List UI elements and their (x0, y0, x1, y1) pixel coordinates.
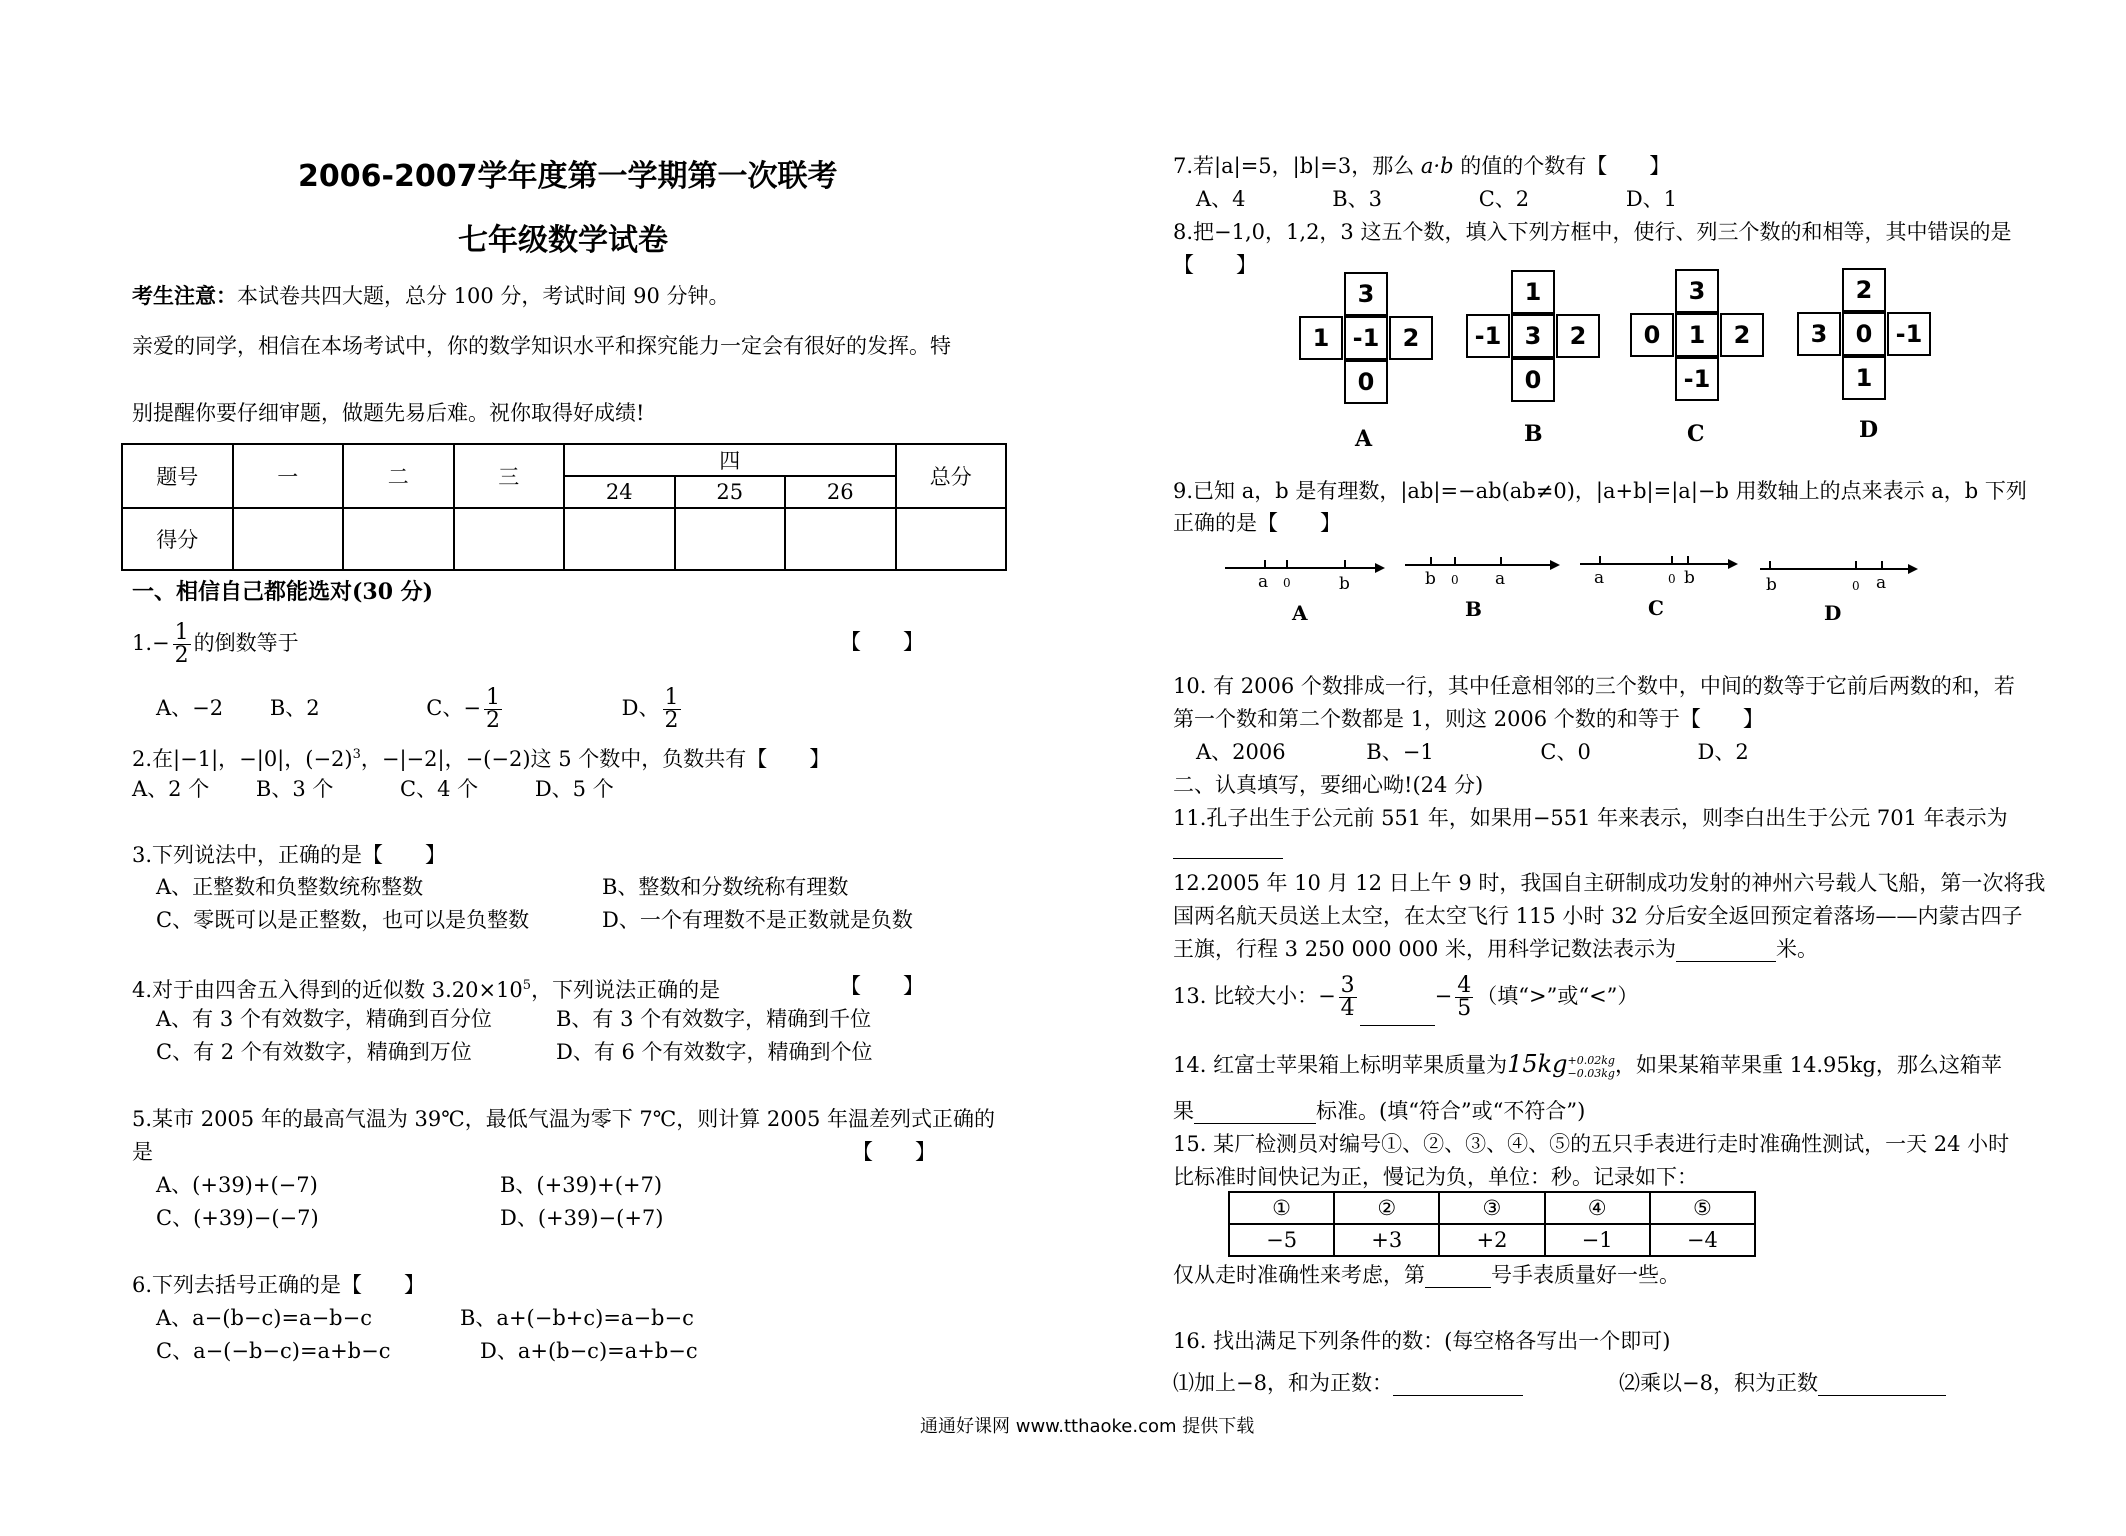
q16-part-2-blank[interactable] (1818, 1375, 1946, 1396)
q1-bracket[interactable]: 【 】 (840, 630, 924, 654)
q9-axis-b-mark-a: a (1495, 569, 1506, 589)
q16-stem: 16. 找出满足下列条件的数：(每空格各写出一个即可) (1173, 1329, 1671, 1353)
q14-line-2-b: 标准。(填“符合”或“不符合”) (1316, 1099, 1586, 1123)
q14-answer-blank[interactable] (1194, 1103, 1316, 1124)
q5-option-b[interactable]: B、(+39)+(+7) (500, 1173, 663, 1197)
q2-option-a[interactable]: A、2 个 (132, 777, 210, 801)
q8-figure-a-left: 1 (1299, 316, 1343, 360)
score-cell[interactable] (896, 508, 1007, 570)
q16-part-2-label: ⑵乘以−8，积为正数 (1619, 1371, 1818, 1395)
q9-axis-a-mark-b: b (1339, 574, 1350, 594)
q4-stem (132, 973, 720, 1003)
q5-option-c[interactable]: C、(+39)−(−7) (156, 1206, 319, 1230)
q8-figure-c-center: 1 (1675, 313, 1719, 357)
q8-figure-b-label: B (1524, 421, 1543, 447)
q12-line-3 (1173, 936, 1818, 962)
q8-figure-b-left: -1 (1466, 314, 1510, 358)
q9-axis-d-mark-b: b (1766, 575, 1777, 595)
q2-option-b[interactable]: B、3 个 (255, 777, 334, 801)
q14-base: 15kg (1507, 1050, 1568, 1078)
q15-value-5: −4 (1650, 1224, 1755, 1256)
q14-up: +0.02kg (1567, 1053, 1615, 1067)
q9-axis-b-mark-0: 0 (1451, 573, 1459, 587)
greeting-line-2: 别提醒你要仔细审题，做题先易后难。祝你取得好成绩! (132, 401, 645, 425)
greeting-line-1: 亲爱的同学，相信在本场考试中，你的数学知识水平和探究能力一定会有很好的发挥。特 (132, 334, 951, 358)
q3-option-d[interactable]: D、一个有理数不是正数就是负数 (602, 908, 913, 932)
q15-after-b: 号手表质量好一些。 (1491, 1263, 1680, 1287)
exam-subtitle: 七年级数学试卷 (458, 223, 668, 258)
q7-stem-b: 的值的个数有【 】 (1460, 154, 1671, 178)
score-cell[interactable] (454, 508, 565, 570)
q7-option-b[interactable]: B、3 (1332, 187, 1383, 211)
q13-num-2: 4 (1457, 973, 1472, 998)
q8-figure-c[interactable] (1630, 269, 1764, 429)
q9-axis-a[interactable] (1225, 556, 1385, 596)
score-table-header-1: 一 (233, 444, 344, 508)
q8-bracket[interactable]: 【 】 (1173, 253, 1257, 277)
q16-part-2 (1619, 1370, 1946, 1396)
q1-option-d-num: 1 (664, 685, 679, 710)
q4-stem-a: 4.对于由四舍五入得到的近似数 3.20×10 (132, 978, 523, 1002)
q1-stem (132, 613, 299, 673)
q1-den: 2 (174, 643, 189, 668)
q7-stem (1173, 153, 1670, 179)
q8-figure-b[interactable] (1466, 270, 1600, 430)
q5-option-d[interactable]: D、(+39)−(+7) (500, 1206, 664, 1230)
score-table-sub-25: 25 (675, 476, 786, 508)
q13-mid: − (1434, 984, 1453, 1008)
q1-option-d-prefix: D、 (621, 696, 660, 720)
q15-header-1: ① (1229, 1192, 1334, 1224)
q2-option-d[interactable]: D、5 个 (534, 777, 614, 801)
q2-stem-sup: 3 (352, 747, 361, 762)
q8-figure-b-right: 2 (1556, 314, 1600, 358)
q2-option-c[interactable]: C、4 个 (400, 777, 479, 801)
q8-figure-d-bottom: 1 (1842, 356, 1886, 400)
q15-after-a: 仅从走时准确性来考虑，第 (1173, 1263, 1425, 1287)
q15-line-2: 比标准时间快记为正，慢记为负，单位：秒。记录如下： (1173, 1165, 1698, 1189)
q13-fraction-2 (1455, 975, 1473, 1020)
q16-part-1-label: ⑴加上−8，和为正数： (1173, 1371, 1393, 1395)
q7-options (1196, 186, 1677, 212)
q13-prefix: 13. 比较大小：− (1173, 984, 1336, 1008)
q6-option-d[interactable]: D、a+(b−c)=a+b−c (480, 1339, 698, 1363)
q9-axis-a-line (1225, 556, 1385, 574)
q5-stem-2: 是 (132, 1140, 153, 1164)
q10-option-d[interactable]: D、2 (1697, 740, 1749, 764)
notice (132, 283, 730, 309)
q15-header-4: ④ (1545, 1192, 1650, 1224)
q1-option-c-fraction (484, 687, 502, 732)
q7-stem-a: 7.若|a|=5，|b|=3，那么 (1173, 154, 1415, 178)
q14-stem (1173, 1044, 2002, 1085)
q9-axis-a-mark-0: 0 (1283, 576, 1291, 590)
q9-axis-b-mark-b: b (1425, 569, 1436, 589)
q8-figure-c-right: 2 (1720, 313, 1764, 357)
q8-figure-d-right: -1 (1887, 312, 1931, 356)
q9-axis-c-mark-a: a (1594, 568, 1605, 588)
q14-down: −0.03kg (1567, 1066, 1615, 1080)
q9-axis-c-mark-b: b (1684, 568, 1695, 588)
q7-option-c[interactable]: C、2 (1478, 187, 1530, 211)
q1-option-d-fraction (663, 687, 681, 732)
q4-stem-b: ，下列说法正确的是 (531, 978, 721, 1002)
notice-label: 考生注意： (132, 283, 237, 308)
q9-axis-c-label: C (1648, 596, 1664, 620)
q9-stem-2: 正确的是【 】 (1173, 511, 1341, 535)
q9-axis-b-label: B (1465, 597, 1482, 621)
q14-tolerance (1568, 1054, 1615, 1080)
q2-options (132, 776, 614, 802)
q6-stem: 6.下列去括号正确的是【 】 (132, 1273, 426, 1297)
section1-heading: 一、相信自己都能选对(30 分) (132, 579, 434, 605)
exam-title: 2006-2007学年度第一学期第一次联考 (298, 159, 838, 194)
section2-heading: 二、认真填写，要细心呦!(24 分) (1173, 773, 1484, 797)
q1-option-c-den: 2 (485, 708, 500, 733)
q3-option-c[interactable]: C、零既可以是正整数，也可以是负整数 (156, 908, 530, 932)
q5-stem: 5.某市 2005 年的最高气温为 39℃，最低气温为零下 7℃，则计算 2005 年温差列式正确的 (132, 1107, 996, 1131)
score-table-header-3: 三 (454, 444, 565, 508)
q8-figure-c-label: C (1687, 421, 1705, 447)
q13-den-1: 4 (1340, 996, 1355, 1021)
q7-option-a[interactable]: A、4 (1196, 187, 1246, 211)
q10-stem-2: 第一个数和第二个数都是 1，则这 2006 个数的和等于【 】 (1173, 707, 1764, 731)
q9-axis-d-mark-a: a (1876, 573, 1887, 593)
q12-line-3-a: 王旗，行程 3 250 000 000 米，用科学记数法表示为 (1173, 937, 1676, 961)
score-cell[interactable] (343, 508, 454, 570)
q13-stem (1173, 966, 1638, 1026)
q4-stem-sup: 5 (522, 978, 532, 993)
q15-header-2: ② (1334, 1192, 1439, 1224)
q8-figure-c-top: 3 (1675, 269, 1719, 313)
q8-figure-d-top: 2 (1842, 268, 1886, 312)
q14-suffix: ，如果某箱苹果重 14.95kg，那么这箱苹 (1614, 1053, 2002, 1077)
q15-after (1173, 1262, 1680, 1288)
q8-figure-d-center: 0 (1842, 312, 1886, 356)
q4-option-a[interactable]: A、有 3 个有效数字，精确到百分位 (156, 1007, 492, 1031)
q14-prefix: 14. 红富士苹果箱上标明苹果质量为 (1173, 1053, 1508, 1077)
q12-line-1: 12.2005 年 10 月 12 日上午 9 时，我国自主研制成功发射的神州六号载人飞船，第一次将我 (1173, 871, 2046, 895)
q4-option-b[interactable]: B、有 3 个有效数字，精确到千位 (556, 1007, 872, 1031)
q13-suffix: （填“>”或“<”） (1476, 984, 1639, 1008)
q8-figure-c-left: 0 (1630, 313, 1674, 357)
q10-option-b[interactable]: B、−1 (1366, 740, 1434, 764)
q9-axis-a-mark-a: a (1258, 572, 1269, 592)
q8-figure-d-left: 3 (1797, 312, 1841, 356)
q8-figure-b-center: 3 (1511, 314, 1555, 358)
q1-suffix: 的倒数等于 (193, 631, 299, 655)
q16-part-1-blank[interactable] (1393, 1375, 1523, 1396)
q15-value-1: −5 (1229, 1224, 1334, 1256)
q9-axis-d-line (1760, 557, 1918, 575)
q2-stem-b: ，−|−2|，−(−2)这 5 个数中，负数共有【 】 (360, 747, 831, 771)
q1-option-d-den: 2 (664, 708, 679, 733)
q14-line-2 (1173, 1098, 1585, 1124)
q8-figure-b-bottom: 0 (1511, 358, 1555, 402)
q15-header-3: ③ (1439, 1192, 1544, 1224)
q9-axis-d[interactable] (1760, 557, 1918, 597)
q8-stem: 8.把−1,0，1,2，3 这五个数，填入下列方框中，使行、列三个数的和相等，其中错误的是 (1173, 220, 2012, 244)
q13-num-1: 3 (1340, 973, 1355, 998)
q3-option-a[interactable]: A、正整数和负整数统称整数 (156, 875, 424, 899)
q6-option-a[interactable]: A、a−(b−c)=a−b−c (156, 1306, 372, 1330)
q8-figure-b-top: 1 (1511, 270, 1555, 314)
q8-figure-a-center: -1 (1344, 316, 1388, 360)
q1-option-a[interactable]: A、−2 (156, 696, 224, 720)
q13-answer-blank[interactable] (1360, 1005, 1435, 1026)
score-table-sub-26: 26 (785, 476, 896, 508)
q15-value-4: −1 (1545, 1224, 1650, 1256)
q15-table (1228, 1191, 1756, 1257)
q9-axis-c[interactable] (1580, 552, 1738, 592)
q1-num: 1 (174, 620, 189, 645)
q4-option-d[interactable]: D、有 6 个有效数字，精确到个位 (556, 1040, 873, 1064)
q1-option-c[interactable] (426, 685, 505, 733)
q1-prefix: 1.− (132, 631, 170, 655)
notice-text: 本试卷共四大题，总分 100 分，考试时间 90 分钟。 (237, 284, 730, 308)
q6-option-b[interactable]: B、a+(−b+c)=a−b−c (460, 1306, 694, 1330)
q1-fraction (173, 622, 191, 667)
q2-stem-a: 2.在|−1|，−|0|，(−2) (132, 747, 353, 771)
footer-text: 通通好课网 www.tthaoke.com 提供下载 (920, 1416, 1255, 1437)
q9-axis-a-label: A (1292, 601, 1308, 625)
score-table-header-total: 总分 (896, 444, 1007, 508)
q1-option-c-prefix: C、− (426, 696, 481, 720)
q1-option-d[interactable] (621, 685, 684, 733)
q10-stem: 10. 有 2006 个数排成一行，其中任意相邻的三个数中，中间的数等于它前后两数的和，若 (1173, 674, 2015, 698)
q8-figure-a-top: 3 (1344, 272, 1388, 316)
q9-axis-d-mark-0: 0 (1852, 579, 1860, 593)
q15-value-3: +2 (1439, 1224, 1544, 1256)
score-cell[interactable] (564, 508, 675, 570)
q5-bracket[interactable]: 【 】 (852, 1140, 936, 1164)
q8-figure-c-bottom: -1 (1675, 357, 1719, 401)
q15-answer-blank[interactable] (1425, 1267, 1491, 1288)
q7-option-d[interactable]: D、1 (1625, 187, 1678, 211)
q1-option-b[interactable]: B、2 (269, 696, 320, 720)
q9-axis-c-mark-0: 0 (1668, 572, 1676, 586)
q10-options (1196, 739, 1749, 765)
q6-option-c[interactable]: C、a−(−b−c)=a+b−c (156, 1339, 391, 1363)
q11-stem: 11.孔子出生于公元前 551 年，如果用−551 年来表示，则李白出生于公元 701 年表示为 (1173, 806, 2008, 830)
q12-answer-blank[interactable] (1676, 941, 1776, 962)
q15-line-1: 15. 某厂检测员对编号①、②、③、④、⑤的五只手表进行走时准确性测试，一天 24 小时 (1173, 1132, 2010, 1156)
q12-line-2: 国两名航天员送上太空，在太空飞行 115 小时 32 分后安全返回预定着落场——内蒙古四子 (1173, 904, 2023, 928)
q8-figure-a[interactable] (1299, 272, 1433, 432)
score-cell[interactable] (233, 508, 344, 570)
q7-stem-math: a·b (1420, 154, 1454, 178)
q4-option-c[interactable]: C、有 2 个有效数字，精确到万位 (156, 1040, 472, 1064)
q3-option-b[interactable]: B、整数和分数统称有理数 (602, 875, 849, 899)
q16-part-1 (1173, 1370, 1523, 1396)
score-cell[interactable] (675, 508, 786, 570)
q15-header-5: ⑤ (1650, 1192, 1755, 1224)
score-table-row-label: 得分 (122, 508, 233, 570)
score-table-header-4: 四 (564, 444, 896, 476)
q8-figure-d[interactable] (1797, 268, 1931, 428)
q3-stem: 3.下列说法中，正确的是【 】 (132, 843, 447, 867)
q14-line-2-a: 果 (1173, 1099, 1194, 1123)
score-table-header-question: 题号 (122, 444, 233, 508)
score-table (121, 443, 1007, 571)
q9-axis-d-label: D (1824, 601, 1842, 625)
q8-figure-a-label: A (1355, 426, 1373, 452)
q13-den-2: 5 (1457, 996, 1472, 1021)
q4-bracket[interactable]: 【 】 (840, 974, 924, 998)
q9-stem: 9.已知 a，b 是有理数，|ab|=−ab(ab≠0)，|a+b|=|a|−b 用数轴上的点来表示 a，b 下列 (1173, 479, 2027, 503)
score-table-sub-24: 24 (564, 476, 675, 508)
q1-option-c-num: 1 (485, 685, 500, 710)
score-cell[interactable] (785, 508, 896, 570)
q2-stem (132, 742, 830, 772)
q10-option-c[interactable]: C、0 (1540, 740, 1591, 764)
q13-fraction-1 (1339, 975, 1357, 1020)
q8-figure-a-bottom: 0 (1344, 360, 1388, 404)
q8-figure-d-label: D (1859, 417, 1879, 443)
q10-option-a[interactable]: A、2006 (1196, 740, 1286, 764)
q12-line-3-b: 米。 (1775, 937, 1818, 961)
q5-option-a[interactable]: A、(+39)+(−7) (156, 1173, 318, 1197)
score-table-header-2: 二 (343, 444, 454, 508)
q1-options (156, 678, 684, 738)
q15-value-2: +3 (1334, 1224, 1439, 1256)
q8-figure-a-right: 2 (1389, 316, 1433, 360)
q11-answer-blank[interactable] (1173, 838, 1283, 859)
q9-axis-b[interactable] (1405, 553, 1560, 593)
